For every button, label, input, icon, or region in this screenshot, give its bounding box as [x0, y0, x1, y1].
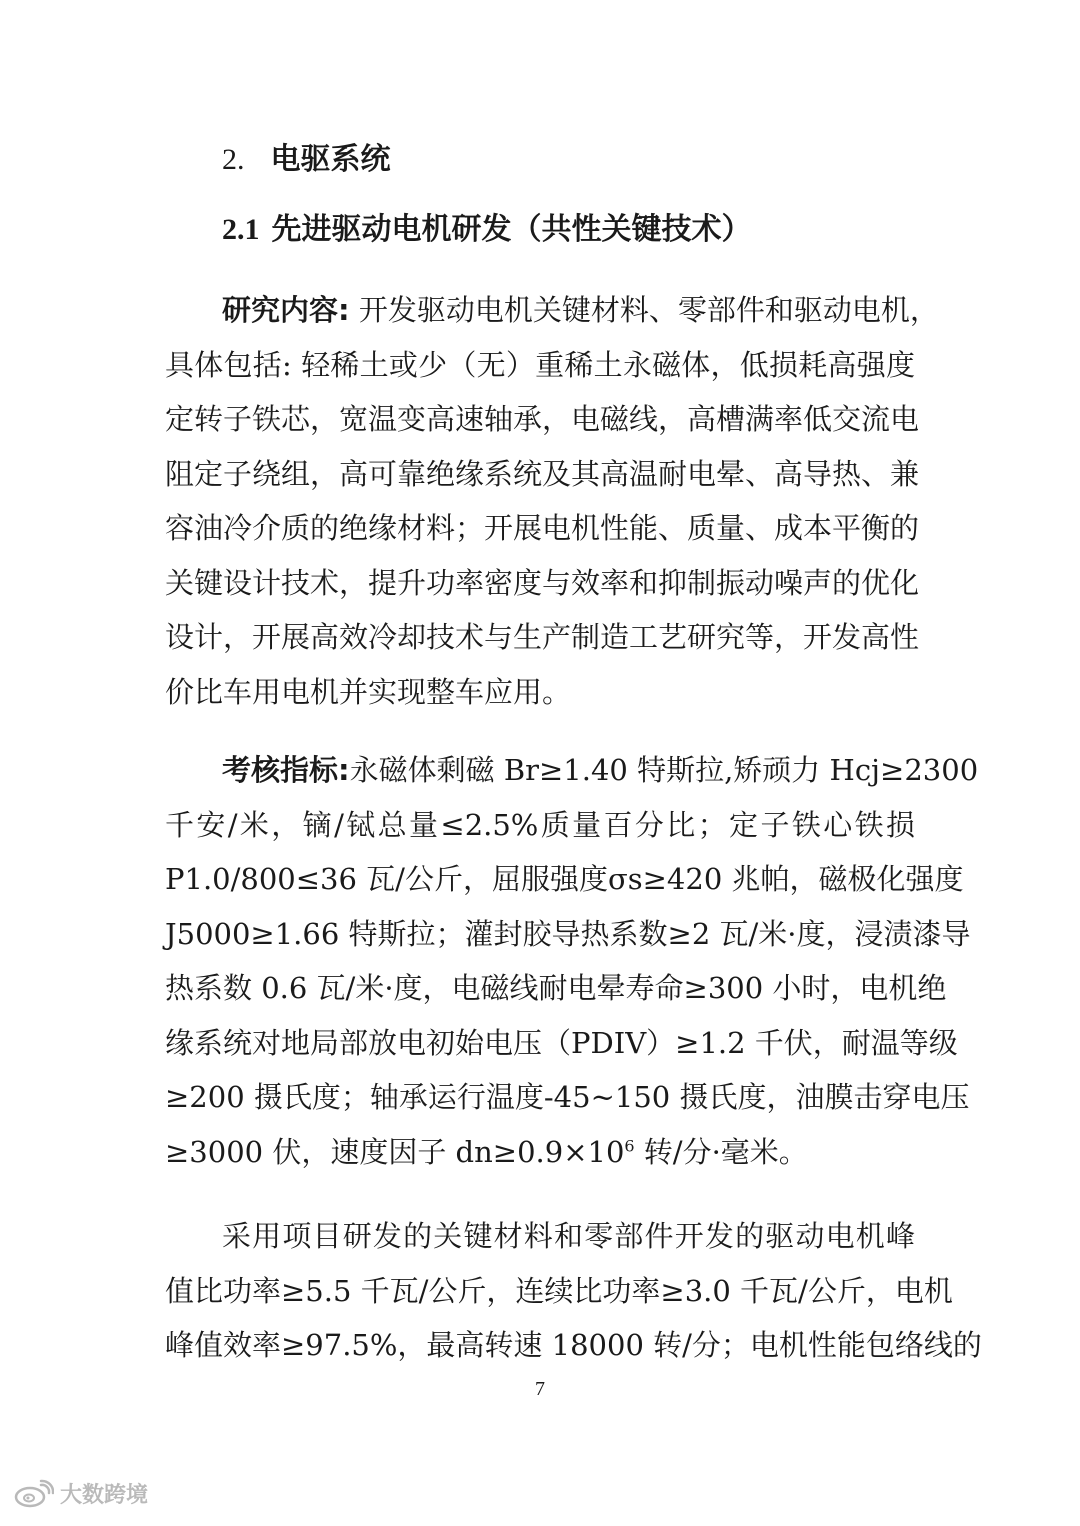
paragraph-line: 考核指标:永磁体剩磁 Br≥1.40 特斯拉,矫顽力 Hcj≥2300	[222, 753, 979, 787]
watermark	[14, 1478, 148, 1509]
paragraph-line: 峰值效率≥97.5%，最高转速 18000 转/分；电机性能包络线的	[165, 1328, 982, 1362]
paragraph-line: 定转子铁芯，宽温变高速轴承，电磁线，高槽满率低交流电	[165, 402, 920, 436]
paragraph-line: 热系数 0.6 瓦/米·度，电磁线耐电晕寿命≥300 小时，电机绝	[165, 971, 947, 1005]
indicators-lead: 考核指标:	[222, 753, 350, 787]
section-number: 2.	[222, 143, 245, 176]
section-title: 电驱系统	[270, 142, 391, 177]
paragraph-line: J5000≥1.66 特斯拉；灌封胶导热系数≥2 瓦/米·度，浸渍漆导	[165, 916, 971, 951]
subsection-number: 2.1	[222, 213, 260, 246]
paragraph-line: 采用项目研发的关键材料和零部件开发的驱动电机峰	[222, 1219, 915, 1253]
section-heading	[222, 140, 391, 180]
weibo-logo-icon	[14, 1479, 54, 1509]
research-lead: 研究内容:	[222, 293, 350, 327]
paragraph-line: 容油冷介质的绝缘材料；开展电机性能、质量、成本平衡的	[165, 511, 920, 545]
paragraph-line: 设计，开展高效冷却技术与生产制造工艺研究等，开发高性	[165, 620, 920, 654]
research-content-paragraph	[165, 283, 939, 719]
performance-paragraph	[165, 1209, 982, 1373]
paragraph-line: 研究内容: 开发驱动电机关键材料、零部件和驱动电机，	[222, 293, 939, 327]
paragraph-line: P1.0/800≤36 瓦/公斤，屈服强度σs≥420 兆帕，磁极化强度	[165, 862, 964, 896]
paragraph-line: 千安/米，镝/铽总量≤2.5%质量百分比；定子铁心铁损	[165, 807, 915, 842]
paragraph-line: 价比车用电机并实现整车应用。	[165, 674, 572, 709]
subsection-heading	[222, 210, 752, 250]
paragraph-line: ≥200 摄氏度；轴承运行温度-45~150 摄氏度，油膜击穿电压	[165, 1080, 970, 1114]
page-number: 7	[535, 1378, 545, 1400]
paragraph-line: 关键设计技术，提升功率密度与效率和抑制振动噪声的优化	[165, 565, 920, 600]
paragraph-line: ≥3000 伏，速度因子 $dn\ge 0.9\times 10^6$ 转/分·毫米。	[165, 1134, 808, 1169]
indicators-paragraph	[165, 743, 979, 1179]
paragraph-line: 阻定子绕组，高可靠绝缘系统及其高温耐电晕、高导热、兼	[165, 456, 920, 491]
subsection-title: 先进驱动电机研发（共性关键技术）	[271, 212, 752, 247]
paragraph-line: 值比功率≥5.5 千瓦/公斤，连续比功率≥3.0 千瓦/公斤，电机	[165, 1273, 953, 1308]
paragraph-line: 缘系统对地局部放电初始电压（PDIV）≥1.2 千伏，耐温等级	[165, 1025, 958, 1060]
watermark-text: 大数跨境	[60, 1483, 149, 1508]
paragraph-line: 具体包括: 轻稀土或少（无）重稀土永磁体，低损耗高强度	[165, 347, 915, 382]
superscript-exponent: 6	[624, 1135, 635, 1155]
